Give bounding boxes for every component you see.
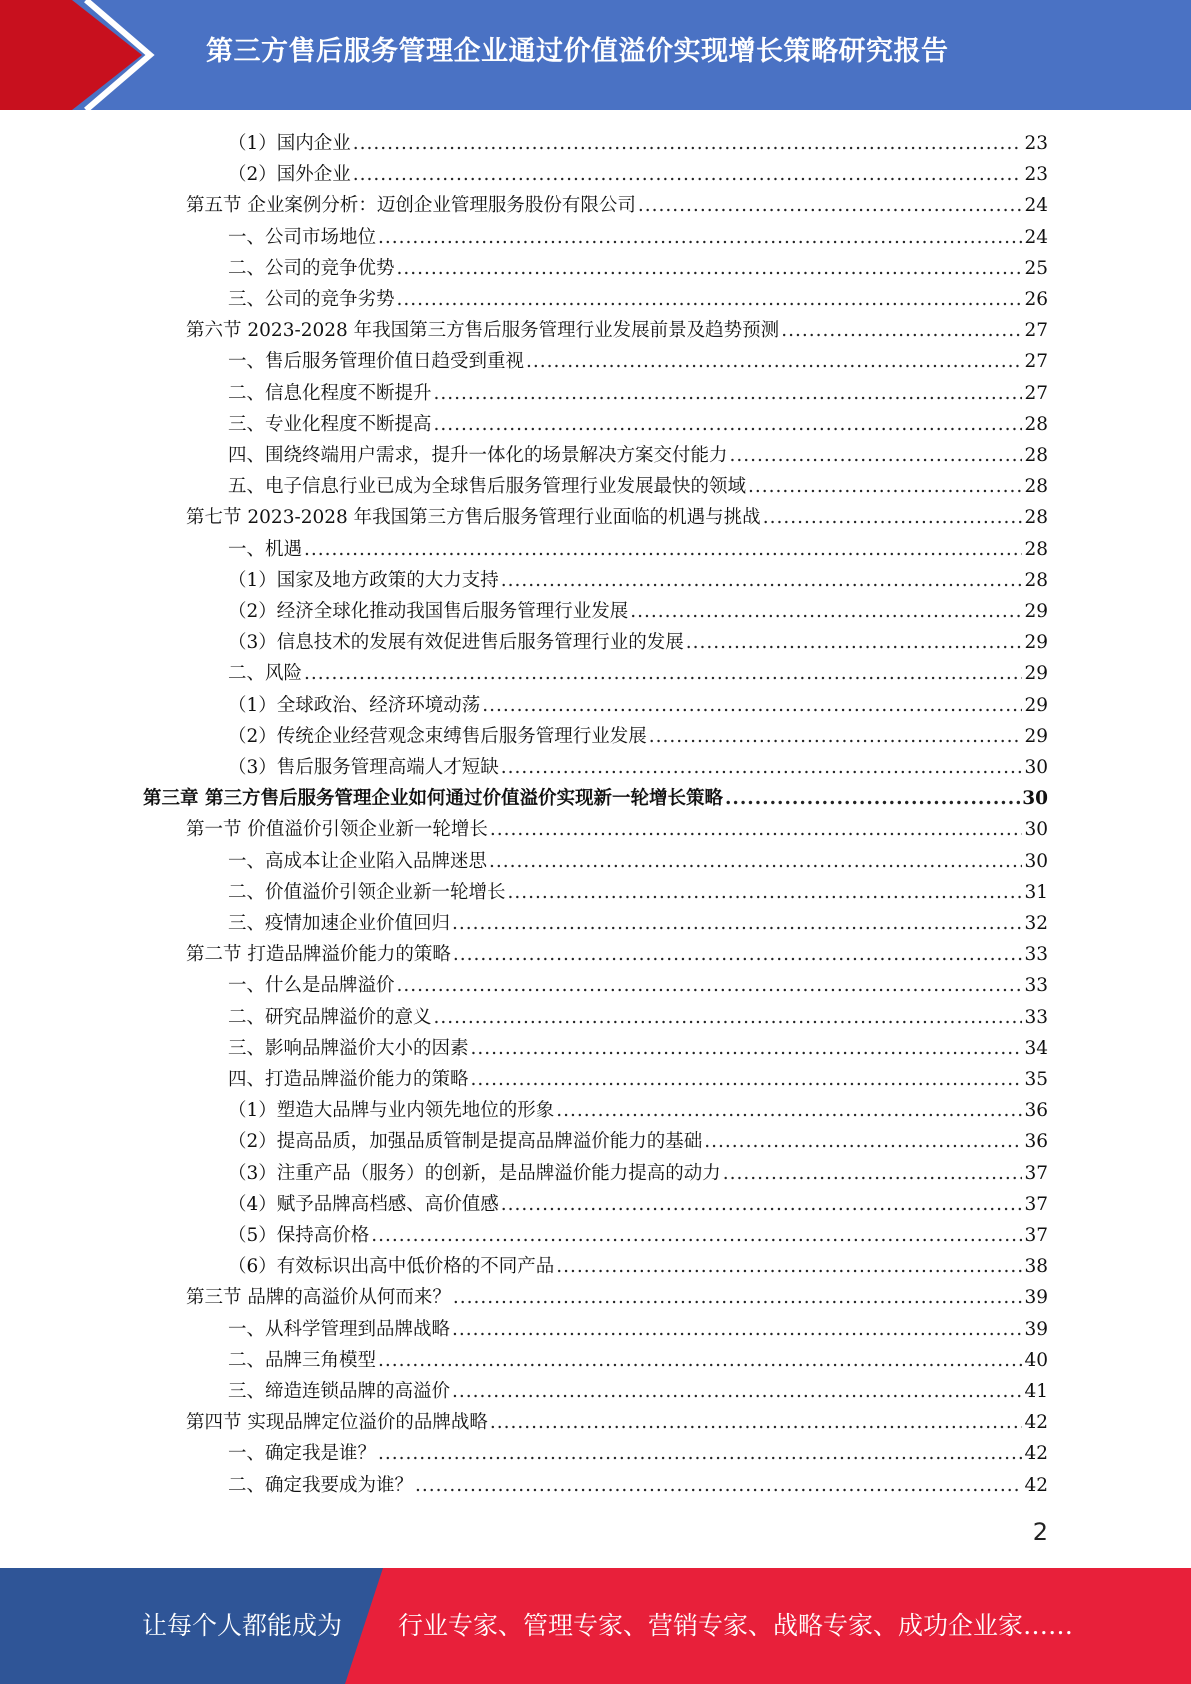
toc-entry-title: 一、机遇 [228, 538, 303, 560]
toc-entry-page: 30 [1022, 788, 1048, 810]
toc-entry-page: 30 [1024, 819, 1048, 841]
toc-entry-page: 37 [1024, 1162, 1048, 1184]
toc-entry-page: 29 [1024, 601, 1048, 622]
toc-entry-page: 28 [1024, 569, 1048, 591]
toc-entry-title: 第四节 实现品牌定位溢价的品牌战略 [186, 1412, 488, 1434]
toc-leader-dots [304, 658, 1022, 689]
toc-entry-title: （4）赋予品牌高档感、高价值感 [228, 1193, 499, 1215]
toc-leader-dots [501, 752, 1023, 783]
toc-entry[interactable] [228, 534, 1048, 565]
toc-entry-title: 一、从科学管理到品牌战略 [228, 1318, 451, 1340]
toc-entry-title: （3）信息技术的发展有效促进售后服务管理行业的发展 [228, 632, 684, 654]
toc-entry-page: 28 [1024, 413, 1048, 435]
toc-entry-title: 一、售后服务管理价值日趋受到重视 [228, 351, 525, 373]
toc-leader-dots [763, 502, 1023, 533]
toc-entry[interactable] [228, 1345, 1048, 1376]
toc-leader-dots [748, 471, 1022, 502]
toc-entry-title: （3）售后服务管理高端人才短缺 [228, 757, 499, 778]
toc-entry-title: 第三节 品牌的高溢价从何而来？ [186, 1287, 451, 1309]
toc-leader-dots [526, 346, 1022, 377]
toc-chapter-entry[interactable] [143, 783, 1048, 814]
toc-leader-dots [704, 1126, 1022, 1157]
toc-entry-page: 42 [1024, 1443, 1048, 1465]
toc-entry[interactable] [228, 846, 1048, 877]
toc-entry-page: 30 [1024, 850, 1048, 872]
toc-entry-page: 28 [1024, 445, 1048, 466]
toc-entry-title: 五、电子信息行业已成为全球售后服务管理行业发展最快的领域 [228, 476, 747, 498]
toc-entry-title: 第六节 2023-2028 年我国第三方售后服务管理行业发展前景及趋势预测 [186, 320, 780, 342]
toc-entry[interactable] [228, 1126, 1048, 1157]
toc-leader-dots [434, 409, 1023, 440]
toc-entry-page: 35 [1024, 1069, 1048, 1090]
toc-entry[interactable] [228, 1189, 1048, 1220]
toc-entry[interactable] [228, 1376, 1048, 1407]
page-number: 2 [1032, 1518, 1048, 1546]
toc-entry[interactable] [228, 378, 1048, 409]
toc-entry[interactable] [228, 440, 1048, 471]
toc-entry-page: 29 [1024, 725, 1048, 747]
toc-entry-page: 33 [1024, 975, 1048, 997]
toc-entry-title: 三、疫情加速企业价值回归 [228, 913, 451, 934]
toc-entry[interactable] [228, 1438, 1048, 1469]
toc-entry-page: 27 [1024, 351, 1048, 373]
toc-entry-title: 第一节 价值溢价引领企业新一轮增长 [186, 819, 488, 841]
toc-entry-title: 三、公司的竞争劣势 [228, 289, 395, 310]
toc-entry[interactable] [228, 128, 1048, 159]
toc-leader-dots [471, 1064, 1023, 1095]
report-title: 第三方售后服务管理企业通过价值溢价实现增长策略研究报告 [206, 36, 949, 67]
toc-entry-title: 一、什么是品牌溢价 [228, 975, 395, 997]
toc-entry[interactable] [228, 1251, 1048, 1282]
toc-entry-title: 二、公司的竞争优势 [228, 257, 395, 279]
toc-entry-title: （1）全球政治、经济环境动荡 [228, 694, 481, 716]
toc-entry-page: 36 [1024, 1131, 1048, 1153]
toc-leader-dots [490, 814, 1023, 845]
toc-leader-dots [781, 315, 1022, 346]
toc-entry-page: 37 [1024, 1193, 1048, 1215]
toc-entry-title: 二、确定我要成为谁？ [228, 1474, 414, 1496]
page-header [0, 0, 1191, 110]
toc-entry-title: （3）注重产品（服务）的创新，是品牌溢价能力提高的动力 [228, 1162, 721, 1184]
toc-entry-page: 39 [1024, 1318, 1048, 1340]
toc-leader-dots [452, 1314, 1022, 1345]
toc-entry-title: 三、缔造连锁品牌的高溢价 [228, 1381, 451, 1402]
toc-entry[interactable] [228, 1064, 1048, 1095]
toc-entry-title: 三、专业化程度不断提高 [228, 413, 432, 435]
toc-entry-page: 42 [1024, 1474, 1048, 1496]
toc-entry[interactable] [228, 159, 1048, 190]
toc-entry[interactable] [228, 346, 1048, 377]
toc-entry-title: 二、风险 [228, 663, 303, 685]
toc-entry-title: 第五节 企业案例分析：迈创企业管理服务股份有限公司 [186, 195, 636, 217]
toc-leader-dots [371, 1220, 1022, 1251]
toc-entry-title: 一、公司市场地位 [228, 226, 377, 248]
toc-entry[interactable] [228, 752, 1048, 783]
toc-entry-title: 二、信息化程度不断提升 [228, 382, 432, 404]
toc-leader-dots [723, 1158, 1023, 1189]
toc-leader-dots [556, 1095, 1022, 1126]
toc-leader-dots [434, 378, 1023, 409]
toc-leader-dots [397, 284, 1023, 315]
toc-entry-page: 28 [1024, 476, 1048, 498]
toc-leader-dots [378, 222, 1022, 253]
toc-entry[interactable] [228, 1470, 1048, 1501]
toc-entry-page: 32 [1024, 913, 1048, 934]
toc-entry[interactable] [228, 1158, 1048, 1189]
toc-entry-page: 42 [1024, 1412, 1048, 1434]
toc-entry-title: 四、打造品牌溢价能力的策略 [228, 1069, 469, 1090]
toc-entry-title: （1）塑造大品牌与业内领先地位的形象 [228, 1100, 555, 1122]
toc-entry-title: （2）提高品质，加强品质管制是提高品牌溢价能力的基础 [228, 1131, 703, 1153]
toc-leader-dots [730, 440, 1023, 471]
toc-entry[interactable] [186, 190, 1048, 221]
toc-entry-title: 二、价值溢价引领企业新一轮增长 [228, 881, 506, 903]
toc-entry[interactable] [228, 627, 1048, 658]
toc-entry-title: （2）经济全球化推动我国售后服务管理行业发展 [228, 601, 629, 622]
toc-entry-page: 28 [1024, 538, 1048, 560]
toc-leader-dots [453, 1282, 1023, 1313]
toc-leader-dots [397, 253, 1023, 284]
toc-leader-dots [378, 1345, 1022, 1376]
toc-entry[interactable] [228, 1033, 1048, 1064]
toc-entry[interactable] [186, 1282, 1048, 1313]
toc-entry-page: 39 [1024, 1287, 1048, 1309]
toc-entry[interactable] [186, 939, 1048, 970]
toc-leader-dots [556, 1251, 1022, 1282]
toc-leader-dots [378, 1438, 1022, 1469]
toc-entry-title: 四、围绕终端用户需求，提升一体化的场景解决方案交付能力 [228, 445, 728, 466]
toc-entry[interactable] [228, 1002, 1048, 1033]
toc-leader-dots [686, 627, 1023, 658]
toc-entry-title: 第二节 打造品牌溢价能力的策略 [186, 944, 451, 966]
toc-entry[interactable] [186, 814, 1048, 845]
toc-entry[interactable] [228, 284, 1048, 315]
toc-leader-dots [508, 877, 1023, 908]
toc-entry-title: （2）国外企业 [228, 164, 351, 186]
toc-entry[interactable] [228, 1095, 1048, 1126]
toc-leader-dots [649, 721, 1023, 752]
toc-entry[interactable] [228, 721, 1048, 752]
toc-entry-page: 40 [1024, 1349, 1048, 1371]
toc-entry[interactable] [228, 1220, 1048, 1251]
toc-entry[interactable] [228, 658, 1048, 689]
toc-entry[interactable] [228, 877, 1048, 908]
toc-entry-page: 27 [1024, 320, 1048, 342]
toc-entry[interactable] [186, 1407, 1048, 1438]
toc-entry[interactable] [228, 1314, 1048, 1345]
footer-slogan-lead: 让每个人都能成为 [142, 1611, 343, 1640]
toc-entry[interactable] [228, 253, 1048, 284]
toc-leader-dots [501, 1189, 1023, 1220]
toc-entry-page: 31 [1024, 881, 1048, 903]
toc-entry-page: 26 [1024, 289, 1048, 310]
toc-entry-title: 一、高成本让企业陷入品牌迷思 [228, 850, 488, 872]
toc-entry-page: 33 [1024, 944, 1048, 966]
toc-entry[interactable] [228, 970, 1048, 1001]
toc-entry[interactable] [228, 471, 1048, 502]
toc-entry-title: 第七节 2023-2028 年我国第三方售后服务管理行业面临的机遇与挑战 [186, 507, 761, 529]
toc-entry[interactable] [228, 222, 1048, 253]
toc-leader-dots [353, 159, 1023, 190]
toc-entry-title: 二、品牌三角模型 [228, 1349, 377, 1371]
toc-entry-page: 29 [1024, 632, 1048, 654]
toc-entry-title: 二、研究品牌溢价的意义 [228, 1006, 432, 1028]
toc-entry-title: （5）保持高价格 [228, 1225, 370, 1246]
toc-entry-page: 29 [1024, 694, 1048, 716]
toc-leader-dots [304, 534, 1022, 565]
toc-entry[interactable] [228, 908, 1048, 939]
toc-leader-dots [501, 565, 1023, 596]
toc-entry-page: 33 [1024, 1006, 1048, 1028]
toc-entry-page: 36 [1024, 1100, 1048, 1122]
toc-leader-dots [490, 1407, 1023, 1438]
toc-entry-page: 23 [1024, 133, 1048, 154]
toc-entry-page: 38 [1024, 1256, 1048, 1278]
toc-leader-dots [353, 128, 1023, 159]
toc-entry-title: （1）国内企业 [228, 133, 351, 154]
toc-entry[interactable] [186, 502, 1048, 533]
toc-leader-dots [453, 939, 1023, 970]
page-footer [0, 1568, 1191, 1684]
toc-leader-dots [434, 1002, 1023, 1033]
toc-leader-dots [452, 908, 1022, 939]
toc-entry-page: 30 [1024, 757, 1048, 778]
toc-entry-page: 29 [1024, 663, 1048, 685]
toc-entry-page: 34 [1024, 1037, 1048, 1059]
toc-entry-page: 23 [1024, 164, 1048, 186]
toc-entry-title: （2）传统企业经营观念束缚售后服务管理行业发展 [228, 725, 647, 747]
toc-entry-title: （6）有效标识出高中低价格的不同产品 [228, 1256, 555, 1278]
toc-leader-dots [630, 596, 1022, 627]
toc-entry-page: 41 [1024, 1381, 1048, 1402]
toc-leader-dots [725, 783, 1020, 814]
toc-entry-title: （1）国家及地方政策的大力支持 [228, 569, 499, 591]
toc-entry-page: 24 [1024, 226, 1048, 248]
toc-entry[interactable] [228, 596, 1048, 627]
toc-entry-page: 28 [1024, 507, 1048, 529]
toc-entry[interactable] [186, 315, 1048, 346]
toc-entry-title: 三、影响品牌溢价大小的因素 [228, 1037, 469, 1059]
toc-leader-dots [415, 1470, 1022, 1501]
toc-leader-dots [452, 1376, 1022, 1407]
toc-leader-dots [482, 690, 1022, 721]
toc-entry-page: 24 [1024, 195, 1048, 217]
toc-entry[interactable] [228, 690, 1048, 721]
toc-entry-page: 37 [1024, 1225, 1048, 1246]
toc-entry-page: 27 [1024, 382, 1048, 404]
toc-leader-dots [638, 190, 1023, 221]
toc-leader-dots [397, 970, 1023, 1001]
toc-entry-page: 25 [1024, 257, 1048, 279]
toc-leader-dots [489, 846, 1022, 877]
toc-entry-title: 一、确定我是谁？ [228, 1443, 377, 1465]
toc-entry[interactable] [228, 565, 1048, 596]
toc-leader-dots [471, 1033, 1023, 1064]
toc-entry-title: 第三章 第三方售后服务管理企业如何通过价值溢价实现新一轮增长策略 [143, 788, 723, 810]
toc-entry[interactable] [228, 409, 1048, 440]
footer-slogan-roles: 行业专家、管理专家、营销专家、战略专家、成功企业家…… [398, 1611, 1074, 1640]
